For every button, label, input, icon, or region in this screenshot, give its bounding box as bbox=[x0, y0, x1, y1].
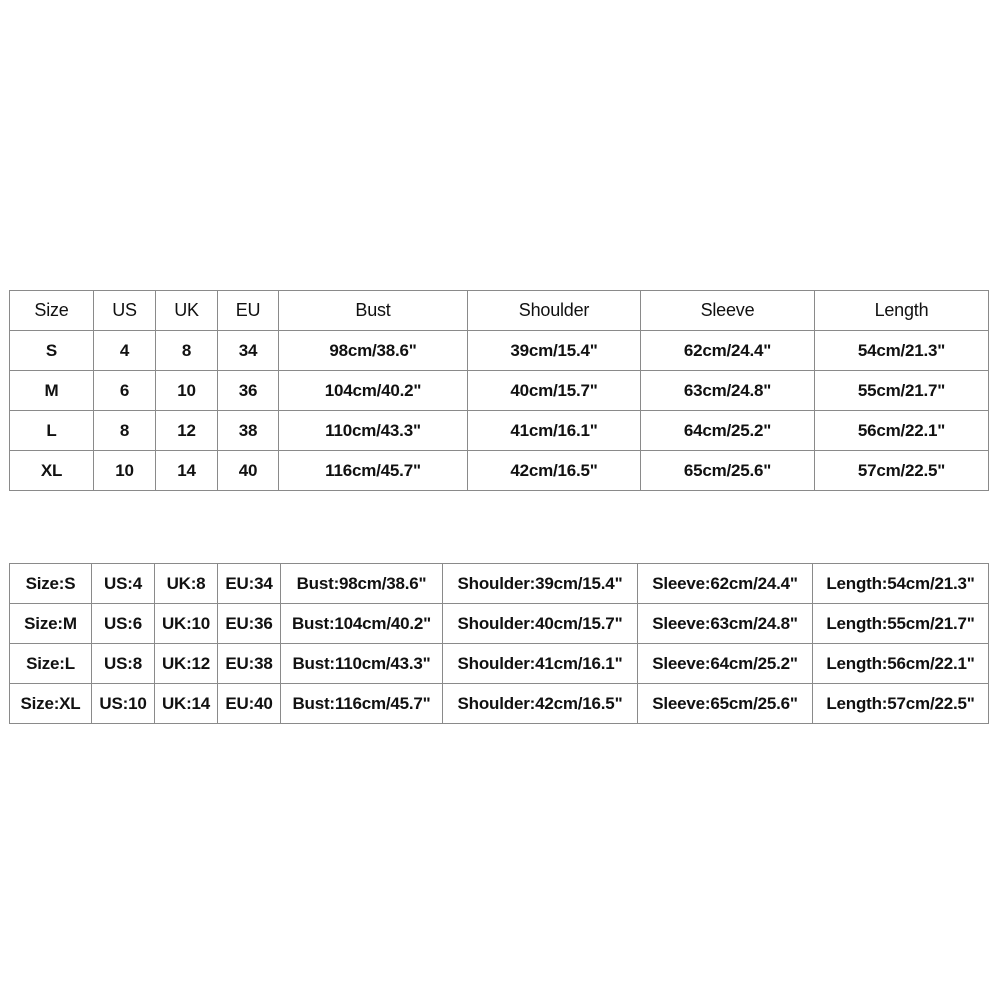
table-cell: 10 bbox=[156, 371, 218, 411]
table-cell: 6 bbox=[94, 371, 156, 411]
table-cell: US:10 bbox=[92, 684, 155, 724]
header-bust: Bust bbox=[279, 291, 468, 331]
table-cell: 36 bbox=[218, 371, 279, 411]
table-cell: M bbox=[10, 371, 94, 411]
table-cell: 65cm/25.6" bbox=[641, 451, 815, 491]
table-cell: 42cm/16.5" bbox=[468, 451, 641, 491]
table-row bbox=[10, 451, 989, 491]
header-uk: UK bbox=[156, 291, 218, 331]
table-cell: UK:12 bbox=[155, 644, 218, 684]
table-cell: Size:XL bbox=[10, 684, 92, 724]
table-cell: Length:57cm/22.5" bbox=[813, 684, 989, 724]
table-cell: 4 bbox=[94, 331, 156, 371]
table-cell: 64cm/25.2" bbox=[641, 411, 815, 451]
table-cell: US:6 bbox=[92, 604, 155, 644]
table-cell: 57cm/22.5" bbox=[815, 451, 989, 491]
table-row bbox=[10, 371, 989, 411]
table-cell: 41cm/16.1" bbox=[468, 411, 641, 451]
table-row bbox=[10, 604, 989, 644]
header-us: US bbox=[94, 291, 156, 331]
size-chart-inline-table bbox=[9, 563, 989, 724]
table-row bbox=[10, 684, 989, 724]
table-cell: 40 bbox=[218, 451, 279, 491]
table-cell: UK:8 bbox=[155, 564, 218, 604]
table-cell: S bbox=[10, 331, 94, 371]
table-cell: 55cm/21.7" bbox=[815, 371, 989, 411]
table-cell: Bust:116cm/45.7" bbox=[281, 684, 443, 724]
table-cell: Sleeve:63cm/24.8" bbox=[638, 604, 813, 644]
table-cell: UK:14 bbox=[155, 684, 218, 724]
table-cell: 34 bbox=[218, 331, 279, 371]
table-cell: Size:S bbox=[10, 564, 92, 604]
table-cell: 110cm/43.3" bbox=[279, 411, 468, 451]
table-cell: Sleeve:64cm/25.2" bbox=[638, 644, 813, 684]
table-cell: EU:38 bbox=[218, 644, 281, 684]
table-cell: 38 bbox=[218, 411, 279, 451]
table-cell: 104cm/40.2" bbox=[279, 371, 468, 411]
table-cell: UK:10 bbox=[155, 604, 218, 644]
header-size: Size bbox=[10, 291, 94, 331]
table-cell: 40cm/15.7" bbox=[468, 371, 641, 411]
table-cell: Sleeve:65cm/25.6" bbox=[638, 684, 813, 724]
table-cell: 98cm/38.6" bbox=[279, 331, 468, 371]
table-row bbox=[10, 411, 989, 451]
table-cell: L bbox=[10, 411, 94, 451]
table-cell: 116cm/45.7" bbox=[279, 451, 468, 491]
table-cell: Length:54cm/21.3" bbox=[813, 564, 989, 604]
table-cell: 54cm/21.3" bbox=[815, 331, 989, 371]
table-cell: EU:36 bbox=[218, 604, 281, 644]
header-eu: EU bbox=[218, 291, 279, 331]
table-cell: Length:56cm/22.1" bbox=[813, 644, 989, 684]
table-cell: Size:M bbox=[10, 604, 92, 644]
table-cell: 12 bbox=[156, 411, 218, 451]
header-sleeve: Sleeve bbox=[641, 291, 815, 331]
table-cell: Length:55cm/21.7" bbox=[813, 604, 989, 644]
table-cell: XL bbox=[10, 451, 94, 491]
table-cell: 8 bbox=[94, 411, 156, 451]
header-shoulder: Shoulder bbox=[468, 291, 641, 331]
table-cell: 10 bbox=[94, 451, 156, 491]
table-cell: Bust:104cm/40.2" bbox=[281, 604, 443, 644]
header-length: Length bbox=[815, 291, 989, 331]
table-cell: Shoulder:40cm/15.7" bbox=[443, 604, 638, 644]
table-row bbox=[10, 331, 989, 371]
table-cell: Shoulder:39cm/15.4" bbox=[443, 564, 638, 604]
table-cell: 63cm/24.8" bbox=[641, 371, 815, 411]
table-cell: 62cm/24.4" bbox=[641, 331, 815, 371]
table-row bbox=[10, 644, 989, 684]
table-cell: 56cm/22.1" bbox=[815, 411, 989, 451]
size-chart-table bbox=[9, 290, 989, 491]
table-header-row bbox=[10, 291, 989, 331]
table-cell: Bust:98cm/38.6" bbox=[281, 564, 443, 604]
table-cell: 14 bbox=[156, 451, 218, 491]
table-cell: 39cm/15.4" bbox=[468, 331, 641, 371]
table-cell: Shoulder:42cm/16.5" bbox=[443, 684, 638, 724]
table-cell: US:8 bbox=[92, 644, 155, 684]
table-cell: EU:40 bbox=[218, 684, 281, 724]
table-cell: 8 bbox=[156, 331, 218, 371]
table-cell: Sleeve:62cm/24.4" bbox=[638, 564, 813, 604]
table-cell: Size:L bbox=[10, 644, 92, 684]
table-row bbox=[10, 564, 989, 604]
table-cell: US:4 bbox=[92, 564, 155, 604]
table-cell: Bust:110cm/43.3" bbox=[281, 644, 443, 684]
table-cell: Shoulder:41cm/16.1" bbox=[443, 644, 638, 684]
table-cell: EU:34 bbox=[218, 564, 281, 604]
